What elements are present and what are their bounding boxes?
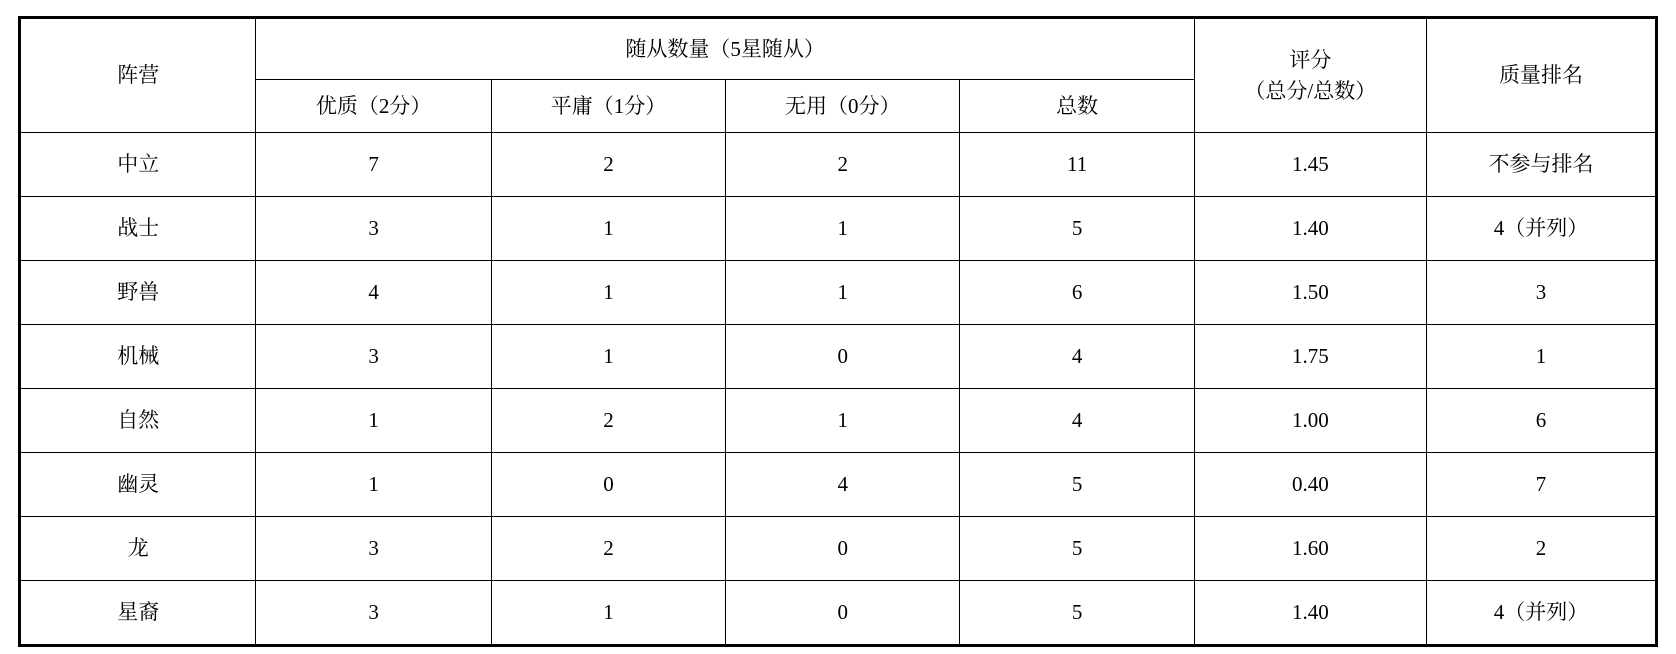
cell-quality: 3	[256, 325, 491, 389]
cell-total: 5	[960, 581, 1194, 646]
cell-quality: 7	[256, 133, 491, 197]
cell-rank: 7	[1426, 453, 1656, 517]
cell-mediocre: 1	[491, 261, 725, 325]
table-row	[20, 581, 1657, 646]
cell-useless: 0	[726, 325, 960, 389]
column-header-quality: 优质（2分）	[256, 80, 491, 133]
cell-useless: 0	[726, 581, 960, 646]
cell-score: 1.50	[1194, 261, 1426, 325]
cell-quality: 4	[256, 261, 491, 325]
cell-quality: 3	[256, 197, 491, 261]
column-header-camp: 阵营	[20, 18, 256, 133]
cell-camp: 机械	[20, 325, 256, 389]
cell-useless: 1	[726, 261, 960, 325]
cell-useless: 2	[726, 133, 960, 197]
header-row-top	[20, 18, 1657, 80]
table-row	[20, 261, 1657, 325]
cell-rank: 4（并列）	[1426, 581, 1656, 646]
cell-camp: 战士	[20, 197, 256, 261]
cell-camp: 中立	[20, 133, 256, 197]
cell-camp: 幽灵	[20, 453, 256, 517]
cell-rank: 4（并列）	[1426, 197, 1656, 261]
table-row	[20, 517, 1657, 581]
cell-useless: 1	[726, 389, 960, 453]
table-row	[20, 453, 1657, 517]
cell-score: 1.45	[1194, 133, 1426, 197]
column-header-rank: 质量排名	[1426, 18, 1656, 133]
cell-mediocre: 1	[491, 325, 725, 389]
cell-total: 5	[960, 517, 1194, 581]
table-row	[20, 325, 1657, 389]
cell-rank: 6	[1426, 389, 1656, 453]
cell-score: 1.00	[1194, 389, 1426, 453]
cell-total: 11	[960, 133, 1194, 197]
cell-mediocre: 2	[491, 133, 725, 197]
cell-score: 1.60	[1194, 517, 1426, 581]
cell-quality: 1	[256, 389, 491, 453]
column-header-score	[1194, 18, 1426, 133]
cell-mediocre: 0	[491, 453, 725, 517]
table-row	[20, 197, 1657, 261]
cell-camp: 龙	[20, 517, 256, 581]
table-header	[20, 18, 1657, 133]
cell-quality: 3	[256, 581, 491, 646]
table-row	[20, 133, 1657, 197]
table-body	[20, 133, 1657, 646]
cell-mediocre: 2	[491, 517, 725, 581]
cell-rank: 不参与排名	[1426, 133, 1656, 197]
cell-rank: 1	[1426, 325, 1656, 389]
cell-score: 1.40	[1194, 197, 1426, 261]
cell-score: 0.40	[1194, 453, 1426, 517]
cell-useless: 1	[726, 197, 960, 261]
column-header-total: 总数	[960, 80, 1194, 133]
cell-mediocre: 1	[491, 197, 725, 261]
cell-quality: 1	[256, 453, 491, 517]
cell-rank: 2	[1426, 517, 1656, 581]
cell-camp: 星裔	[20, 581, 256, 646]
cell-quality: 3	[256, 517, 491, 581]
cell-camp: 野兽	[20, 261, 256, 325]
cell-total: 4	[960, 325, 1194, 389]
cell-useless: 4	[726, 453, 960, 517]
column-header-mediocre: 平庸（1分）	[491, 80, 725, 133]
cell-total: 5	[960, 197, 1194, 261]
cell-total: 6	[960, 261, 1194, 325]
cell-total: 4	[960, 389, 1194, 453]
minion-quality-table	[18, 16, 1658, 647]
column-header-useless: 无用（0分）	[726, 80, 960, 133]
table-row	[20, 389, 1657, 453]
cell-useless: 0	[726, 517, 960, 581]
cell-rank: 3	[1426, 261, 1656, 325]
cell-mediocre: 1	[491, 581, 725, 646]
cell-score: 1.40	[1194, 581, 1426, 646]
column-header-score-line1: 评分	[1289, 48, 1332, 73]
cell-total: 5	[960, 453, 1194, 517]
column-header-minion-group: 随从数量（5星随从）	[256, 18, 1194, 80]
cell-score: 1.75	[1194, 325, 1426, 389]
cell-camp: 自然	[20, 389, 256, 453]
cell-mediocre: 2	[491, 389, 725, 453]
column-header-score-line2: （总分/总数）	[1244, 78, 1377, 103]
